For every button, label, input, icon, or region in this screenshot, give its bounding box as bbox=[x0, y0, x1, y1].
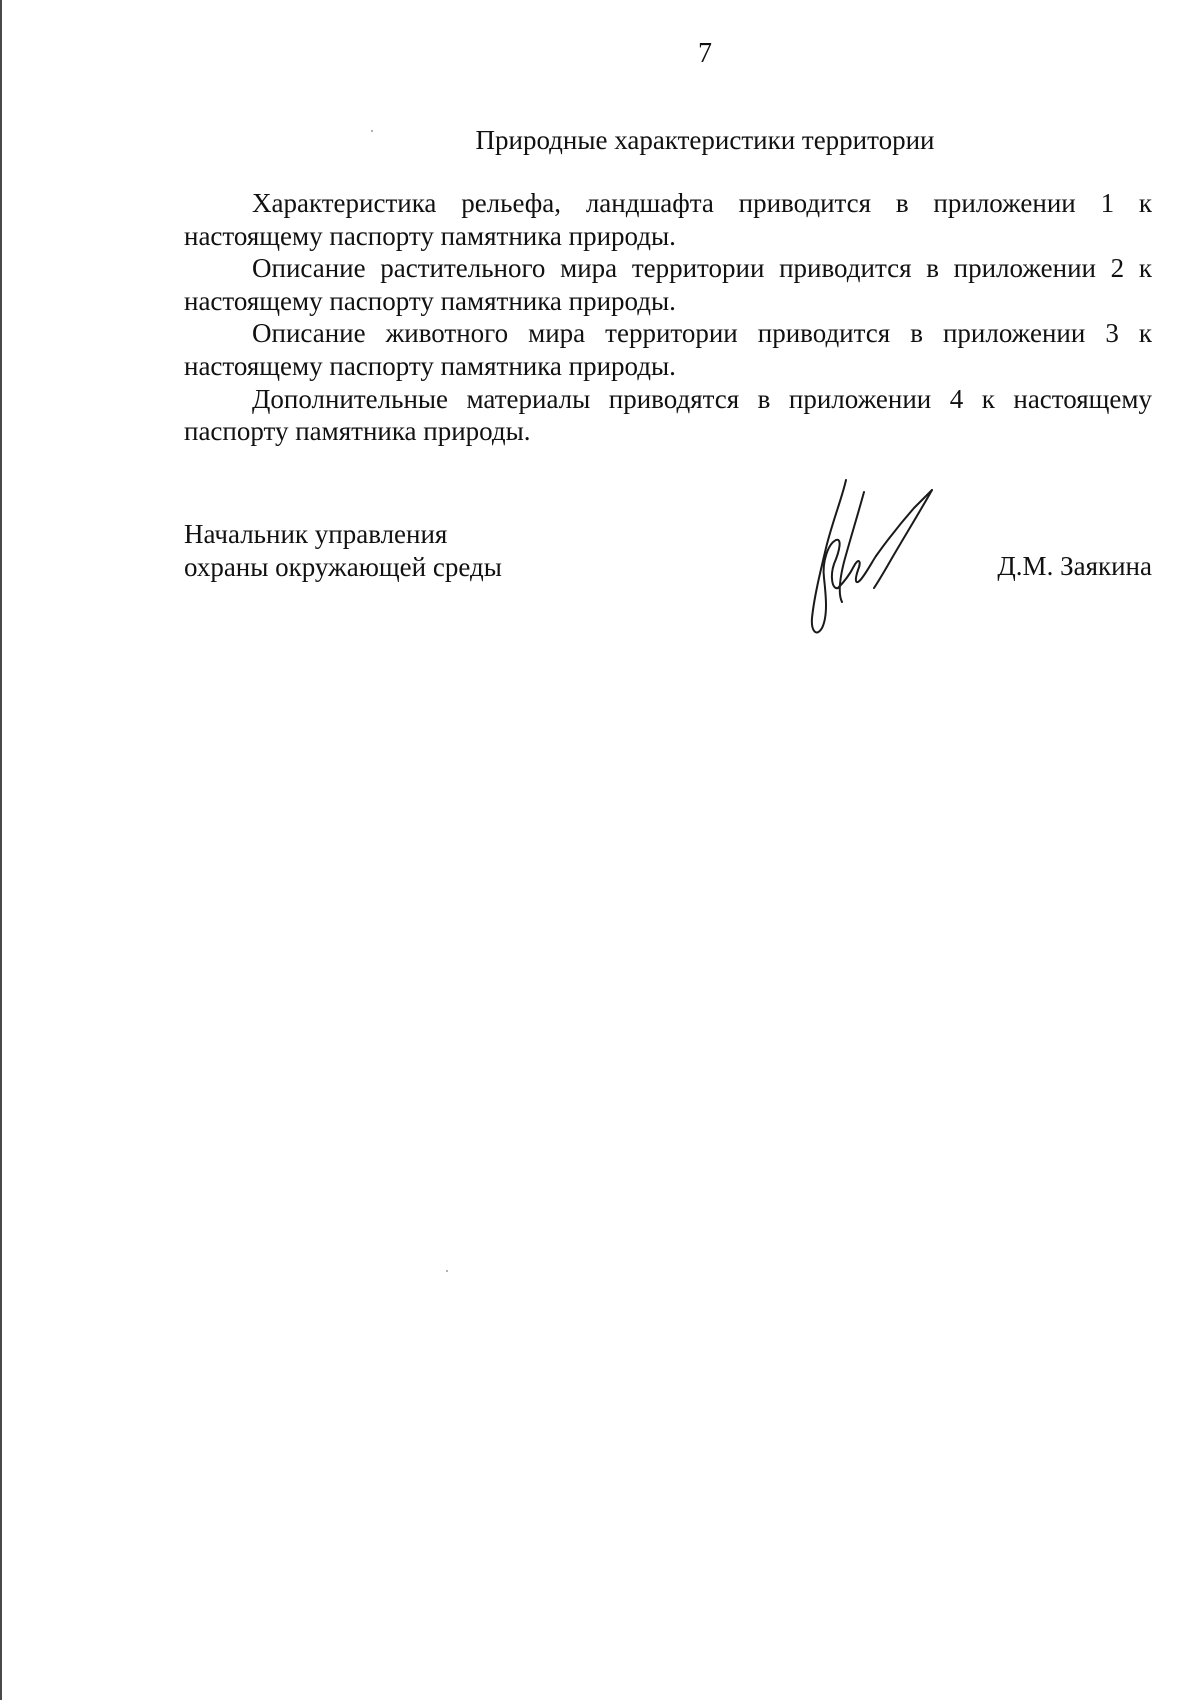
paragraph-flora: Описание растительного мира территории приводится в приложении 2 к настоящему паспорту памятника природы. bbox=[184, 253, 1152, 316]
page-number: 7 bbox=[698, 38, 712, 69]
signer-position-line1: Начальник управления bbox=[184, 519, 448, 549]
signer-position bbox=[184, 518, 502, 584]
scan-edge bbox=[0, 0, 2, 1700]
paragraph-additional: Дополнительные материалы приводятся в приложении 4 к настоящему паспорту памятника природы. bbox=[184, 383, 1152, 447]
paragraph-relief: Характеристика рельефа, ландшафта приводится в приложении 1 к настоящему паспорту памятника природы. bbox=[184, 188, 1152, 251]
section-title: Природные характеристики территории bbox=[475, 125, 935, 155]
scan-speck bbox=[371, 130, 373, 132]
signer-position-line2: охраны окружающей среды bbox=[184, 552, 502, 582]
paragraph-fauna: Описание животного мира территории приводится в приложении 3 к настоящему паспорту памятника природы. bbox=[184, 318, 1152, 381]
document-body bbox=[184, 187, 1152, 448]
signoff-block bbox=[184, 518, 1152, 658]
scan-speck bbox=[446, 1270, 448, 1272]
signer-name: Д.М. Заякина bbox=[997, 551, 1152, 581]
handwritten-signature bbox=[802, 478, 942, 638]
